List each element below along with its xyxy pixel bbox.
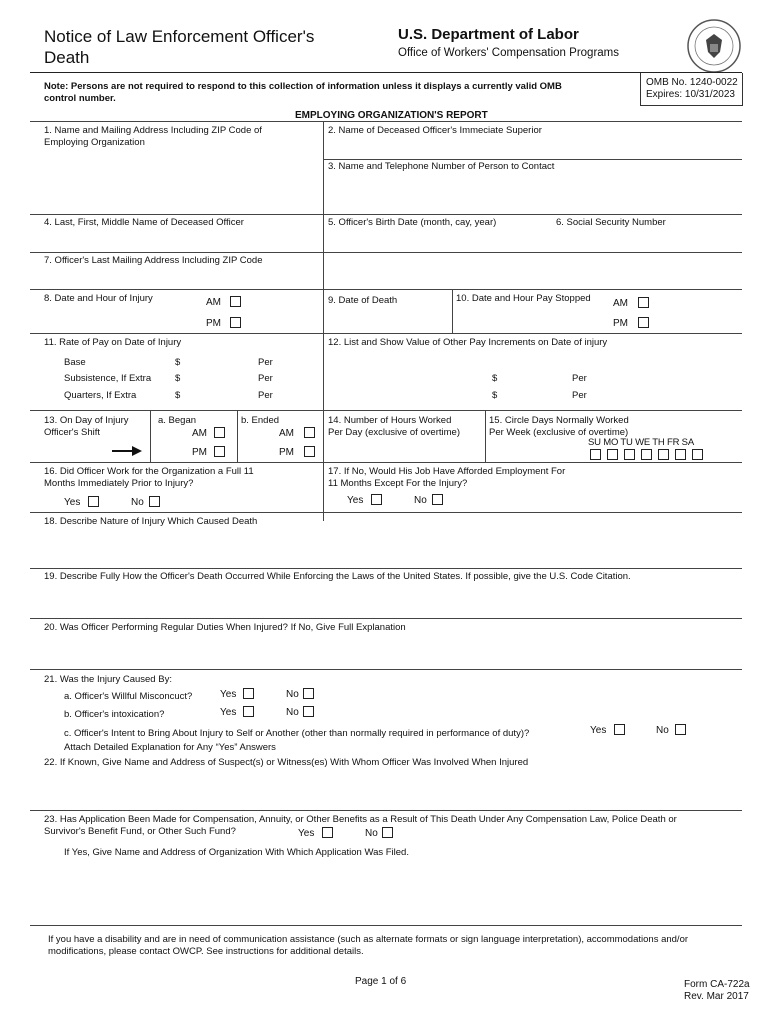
field-8-pm-checkbox[interactable]: [230, 317, 241, 328]
form-title-line2: Death: [44, 48, 90, 67]
shift-began-label: a. Began: [158, 415, 197, 426]
field-16-label-line1: 16. Did Officer Work for the Organization a Full 11: [44, 466, 254, 477]
field-23-no-label: No: [365, 828, 378, 839]
field-8-pm-label: PM: [206, 318, 221, 329]
field-21c-note: Attach Detailed Explanation for Any “Yes” Answers: [64, 742, 276, 753]
quarters-label: Quarters, If Extra: [64, 390, 137, 401]
header-rule: [30, 72, 742, 73]
ended-am-checkbox[interactable]: [304, 427, 315, 438]
row-rule: [30, 333, 742, 334]
day-we-checkbox[interactable]: [641, 449, 652, 460]
field-19-label: 19. Describe Fully How the Officer's Death Occurred While Enforcing the Laws of the United States. If possible, give the U.S. Code Citation.: [44, 571, 631, 582]
section-title: EMPLOYING ORGANIZATION'S REPORT: [295, 110, 488, 121]
row-rule: [30, 925, 742, 926]
row-rule: [30, 214, 742, 215]
field-17-no-checkbox[interactable]: [432, 494, 443, 505]
field-21c-yes-checkbox[interactable]: [614, 724, 625, 735]
field-5-label: 5. Officer's Birth Date (month, cay, year): [328, 217, 497, 228]
field-21c-label: c. Officer's Intent to Bring About Injury to Self or Another (other than normally required in performance of duty)?: [64, 728, 530, 739]
form-revision: Rev. Mar 2017: [684, 991, 749, 1002]
began-pm-checkbox[interactable]: [214, 446, 225, 457]
accessibility-notice: [48, 934, 688, 958]
omb-number: OMB No. 1240-0022: [646, 77, 738, 88]
field-7-label: 7. Officer's Last Mailing Address Including ZIP Code: [44, 255, 263, 266]
field-17-yes-label: Yes: [347, 495, 364, 506]
row-rule: [30, 618, 742, 619]
field-16-no-checkbox[interactable]: [149, 496, 160, 507]
omb-notice-line2: control number.: [44, 93, 116, 104]
increment-2-per: Per: [572, 390, 587, 401]
field-1-label-line1: 1. Name and Mailing Address Including ZIP Code of: [44, 125, 262, 136]
ended-pm-label: PM: [279, 447, 294, 458]
subsistence-label: Subsistence, If Extra: [64, 373, 152, 384]
row-rule: [30, 462, 742, 463]
field-14-label-line2: Per Day (exclusive of overtime): [328, 427, 460, 438]
field-21c-yes-label: Yes: [590, 725, 607, 736]
field-22-label: 22. If Known, Give Name and Address of Suspect(s) or Witness(es) With Whom Officer Was Involved When Injured: [44, 757, 529, 768]
field-13-label-line1: 13. On Day of Injury: [44, 415, 129, 426]
ended-am-label: AM: [279, 428, 294, 439]
agency-name: U.S. Department of Labor: [398, 26, 579, 43]
field-21b-yes-label: Yes: [220, 707, 237, 718]
base-per: Per: [258, 357, 273, 368]
field-1-label-line2: Employing Organization: [44, 137, 145, 148]
field-21a-yes-label: Yes: [220, 689, 237, 700]
field-17-yes-checkbox[interactable]: [371, 494, 382, 505]
row-rule: [30, 289, 742, 290]
ended-pm-checkbox[interactable]: [304, 446, 315, 457]
field-21a-no-label: No: [286, 689, 299, 700]
row-rule: [30, 512, 742, 513]
field-12-label: 12. List and Show Value of Other Pay Increments on Date of injury: [328, 337, 608, 348]
field-23-yes-checkbox[interactable]: [322, 827, 333, 838]
day-mo-checkbox[interactable]: [607, 449, 618, 460]
arrow-right-icon: [112, 445, 142, 457]
field-13-divider: [237, 410, 238, 462]
accessibility-notice-line1: If you have a disability and are in need of communication assistance (such as alternate formats or sign language interpretation), accommodations and/or: [48, 934, 689, 945]
accessibility-notice-line2: modifications, please contact OWCP. See instructions for additional details.: [48, 946, 364, 957]
row-rule: [323, 159, 742, 160]
field-13-label: [44, 415, 128, 439]
began-am-checkbox[interactable]: [214, 427, 225, 438]
field-21a-no-checkbox[interactable]: [303, 688, 314, 699]
began-pm-label: PM: [192, 447, 207, 458]
field-23-note: If Yes, Give Name and Address of Organization With Which Application Was Filed.: [64, 847, 409, 858]
field-2-label: 2. Name of Deceased Officer's Immeciate Superior: [328, 125, 542, 136]
field-10-pm-checkbox[interactable]: [638, 317, 649, 328]
shift-ended-label: b. Ended: [241, 415, 280, 426]
field-23-label-line1: 23. Has Application Been Made for Compensation, Annuity, or Other Benefits as a Result of This Death Under Any Compensation Law, Police Death or: [44, 814, 677, 825]
field-1-label: [44, 125, 262, 149]
field-15-label-line1: 15. Circle Days Normally Worked: [489, 415, 629, 426]
field-17-label-line1: 17. If No, Would His Job Have Afforded Employment For: [328, 466, 566, 477]
field-21-label: 21. Was the Injury Caused By:: [44, 674, 172, 685]
field-16-label: [44, 466, 254, 490]
field-16-yes-label: Yes: [64, 497, 81, 508]
increment-1-dollar: $: [492, 373, 498, 384]
field-8-am-label: AM: [206, 297, 221, 308]
base-label: Base: [64, 357, 86, 368]
began-am-label: AM: [192, 428, 207, 439]
field-15-label-line2: Per Week (exclusive of overtime): [489, 427, 629, 438]
day-tu-checkbox[interactable]: [624, 449, 635, 460]
field-16-yes-checkbox[interactable]: [88, 496, 99, 507]
day-th-checkbox[interactable]: [658, 449, 669, 460]
field-21b-label: b. Officer's intoxication?: [64, 709, 165, 720]
row-rule: [30, 568, 742, 569]
increment-1-per: Per: [572, 373, 587, 384]
form-title-line1: Notice of Law Enforcement Officer's: [44, 27, 315, 46]
field-15-label: [489, 415, 629, 439]
row-rule: [30, 810, 742, 811]
field-10-am-checkbox[interactable]: [638, 297, 649, 308]
field-20-label: 20. Was Officer Performing Regular Duties When Injured? If No, Give Full Explanation: [44, 622, 406, 633]
subsistence-per: Per: [258, 373, 273, 384]
field-13-divider: [150, 410, 151, 462]
field-23-no-checkbox[interactable]: [382, 827, 393, 838]
section-rule: [30, 121, 742, 122]
field-18-label: 18. Describe Nature of Injury Which Caused Death: [44, 516, 258, 527]
day-su-checkbox[interactable]: [590, 449, 601, 460]
field-14-label-line1: 14. Number of Hours Worked: [328, 415, 452, 426]
form-number: Form CA-722a: [684, 979, 750, 990]
field-21b-no-checkbox[interactable]: [303, 706, 314, 717]
field-21a-yes-checkbox[interactable]: [243, 688, 254, 699]
field-23-label: [44, 814, 677, 838]
field-16-label-line2: Months Immediately Prior to Injury?: [44, 478, 194, 489]
office-name: Office of Workers' Compensation Programs: [398, 47, 619, 59]
field-3-label: 3. Name and Telephone Number of Person to Contact: [328, 161, 555, 172]
field-21b-yes-checkbox[interactable]: [243, 706, 254, 717]
omb-expires: Expires: 10/31/2023: [646, 89, 735, 100]
field-13-label-line2: Officer's Shift: [44, 427, 101, 438]
field-17-label-line2: 11 Months Except For the Injury?: [328, 478, 468, 489]
row-rule: [30, 410, 742, 411]
field-15-divider: [485, 410, 486, 462]
days-of-week-label: SU MO TU WE TH FR SA: [588, 437, 694, 448]
row-rule: [30, 252, 742, 253]
quarters-per: Per: [258, 390, 273, 401]
field-10-divider: [452, 289, 453, 333]
page-number: Page 1 of 6: [355, 976, 407, 987]
quarters-dollar: $: [175, 390, 181, 401]
field-17-no-label: No: [414, 495, 427, 506]
form-title: [44, 26, 314, 68]
day-fr-checkbox[interactable]: [675, 449, 686, 460]
field-21c-no-checkbox[interactable]: [675, 724, 686, 735]
base-dollar: $: [175, 357, 181, 368]
subsistence-dollar: $: [175, 373, 181, 384]
field-23-label-line2: Survivor's Benefit Fund, or Other Such Fund?: [44, 826, 236, 837]
increment-2-dollar: $: [492, 390, 498, 401]
field-16-no-label: No: [131, 497, 144, 508]
department-seal-icon: [686, 18, 742, 74]
field-17-label: [328, 466, 565, 490]
omb-notice-line1: Note: Persons are not required to respond to this collection of information unless it displays a currently valid OMB: [44, 81, 562, 92]
center-divider: [323, 121, 324, 521]
field-11-label: 11. Rate of Pay on Date of Injury: [44, 337, 182, 348]
field-9-label: 9. Date of Death: [328, 295, 398, 306]
row-rule: [30, 669, 742, 670]
field-10-am-label: AM: [613, 298, 628, 309]
omb-notice: [44, 81, 562, 105]
field-8-label: 8. Date and Hour of Injury: [44, 293, 153, 304]
field-8-am-checkbox[interactable]: [230, 296, 241, 307]
field-23-yes-label: Yes: [298, 828, 315, 839]
field-6-label: 6. Social Security Number: [556, 217, 666, 228]
field-21b-no-label: No: [286, 707, 299, 718]
field-21a-label: a. Officer's Willful Misconcuct?: [64, 691, 193, 702]
day-sa-checkbox[interactable]: [692, 449, 703, 460]
field-4-label: 4. Last, First, Middle Name of Deceased Officer: [44, 217, 244, 228]
field-21c-no-label: No: [656, 725, 669, 736]
field-14-label: [328, 415, 460, 439]
field-10-label: 10. Date and Hour Pay Stopped: [456, 293, 591, 304]
field-10-pm-label: PM: [613, 318, 628, 329]
